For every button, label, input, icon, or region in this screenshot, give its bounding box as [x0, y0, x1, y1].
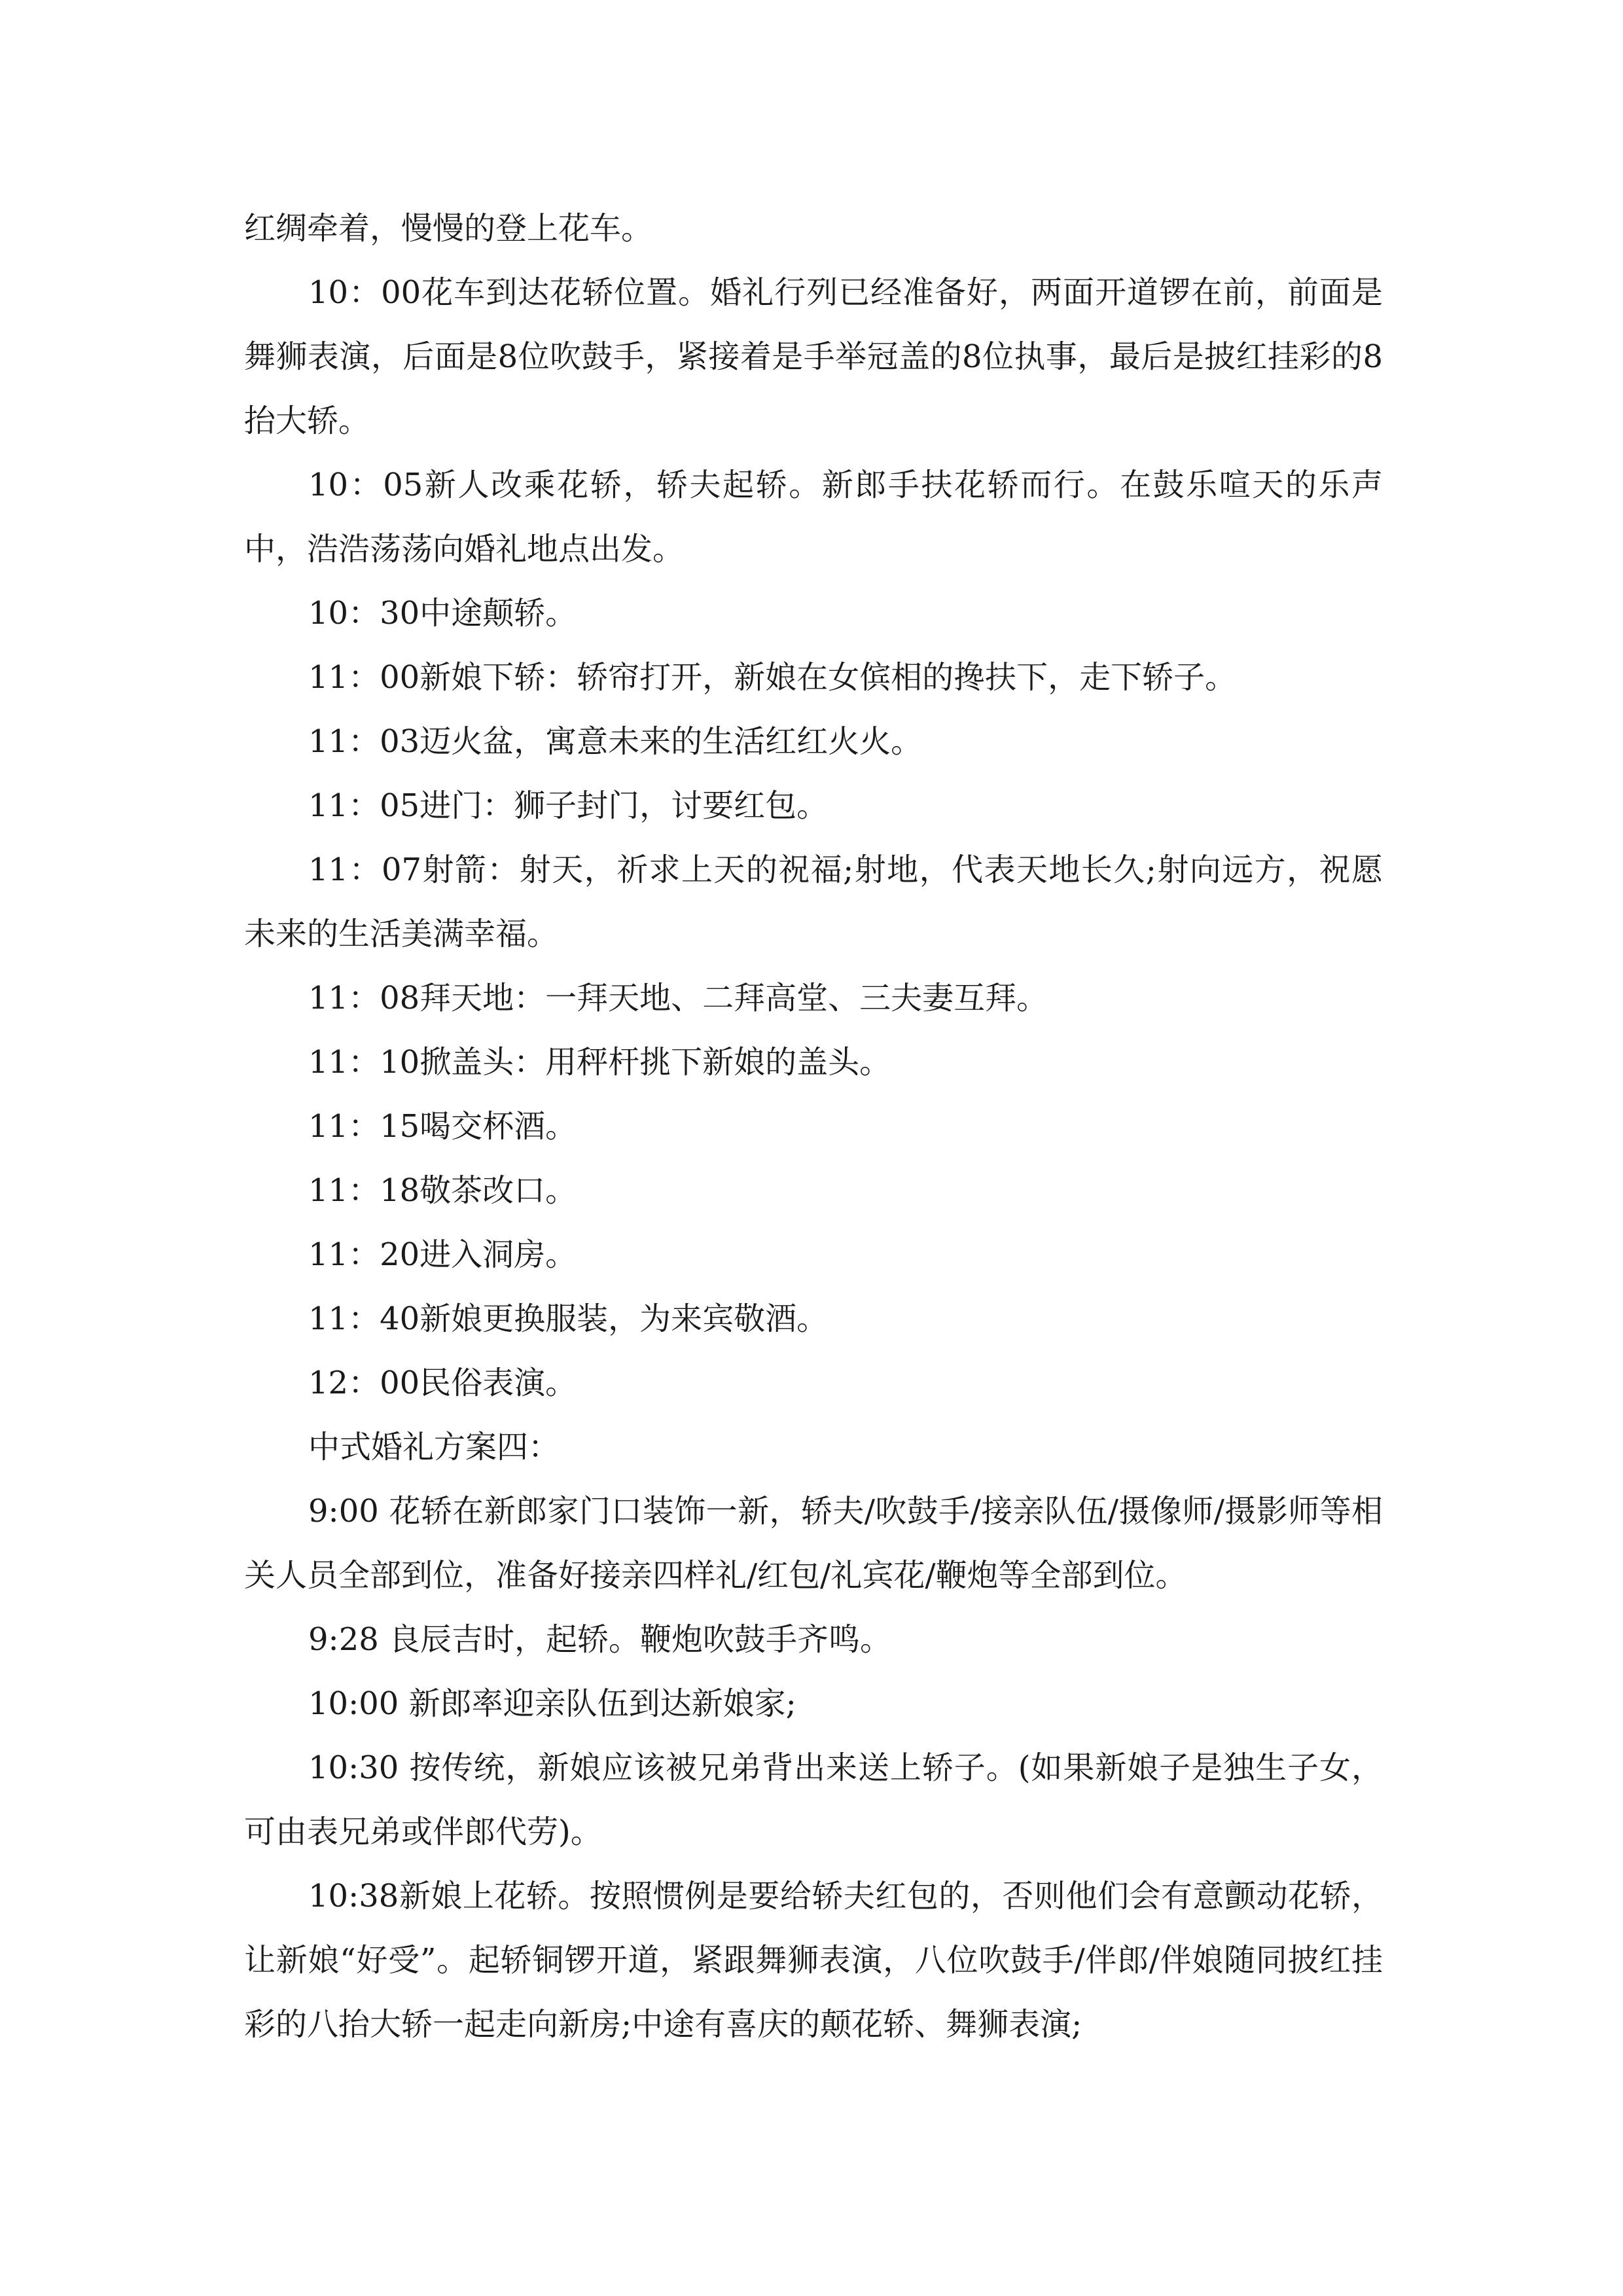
paragraph: 10：30中途颠轿。 [308, 595, 577, 632]
section-heading: 中式婚礼方案四： [308, 1429, 560, 1465]
paragraph: 11：08拜天地：一拜天地、二拜高堂、三夫妻互拜。 [308, 980, 1048, 1016]
paragraph: 11：05进门：狮子封门，讨要红包。 [308, 787, 829, 824]
paragraph: 11：10掀盖头：用秤杆挑下新娘的盖头。 [308, 1044, 891, 1081]
paragraph: 11：18敬茶改口。 [308, 1172, 577, 1209]
paragraph: 10:30 按传统，新娘应该被兄弟背出来送上轿子。(如果新娘子是独生子女，可由表兄弟或伴郎代劳)。 [244, 1749, 1383, 1850]
paragraph: 11：00新娘下轿：轿帘打开，新娘在女傧相的搀扶下，走下轿子。 [308, 659, 1237, 696]
paragraph: 9:00 花轿在新郎家门口装饰一新，轿夫/吹鼓手/接亲队伍/摄像师/摄影师等相关人员全部到位，准备好接亲四样礼/红包/礼宾花/鞭炮等全部到位。 [244, 1493, 1383, 1594]
paragraph: 红绸牵着，慢慢的登上花车。 [244, 210, 653, 247]
document-body [244, 196, 1383, 2056]
paragraph: 10:00 新郎率迎亲队伍到达新娘家; [308, 1685, 796, 1722]
paragraph: 11：20进入洞房。 [308, 1236, 577, 1273]
paragraph: 11：03迈火盆，寓意未来的生活红红火火。 [308, 723, 923, 760]
paragraph: 12：00民俗表演。 [308, 1365, 577, 1401]
paragraph: 11：40新娘更换服装，为来宾敬酒。 [308, 1300, 829, 1337]
paragraph: 10：05新人改乘花轿，轿夫起轿。新郎手扶花轿而行。在鼓乐喧天的乐声中，浩浩荡荡向婚礼地点出发。 [244, 467, 1383, 567]
paragraph: 9:28 良辰吉时，起轿。鞭炮吹鼓手齐鸣。 [308, 1621, 892, 1658]
paragraph: 11：07射箭：射天，祈求上天的祝福;射地，代表天地长久;射向远方，祝愿未来的生活美满幸福。 [244, 852, 1383, 952]
paragraph: 10：00花车到达花轿位置。婚礼行列已经准备好，两面开道锣在前，前面是舞狮表演，后面是8位吹鼓手，紧接着是手举冠盖的8位执事，最后是披红挂彩的8抬大轿。 [244, 274, 1383, 439]
paragraph: 11：15喝交杯酒。 [308, 1108, 577, 1145]
paragraph: 10:38新娘上花轿。按照惯例是要给轿夫红包的，否则他们会有意颤动花轿，让新娘“好受”。起轿铜锣开道，紧跟舞狮表演，八位吹鼓手/伴郎/伴娘随同披红挂彩的八抬大轿一起走向新房;中途有喜庆的颠花轿、舞狮表演; [244, 1878, 1383, 2043]
